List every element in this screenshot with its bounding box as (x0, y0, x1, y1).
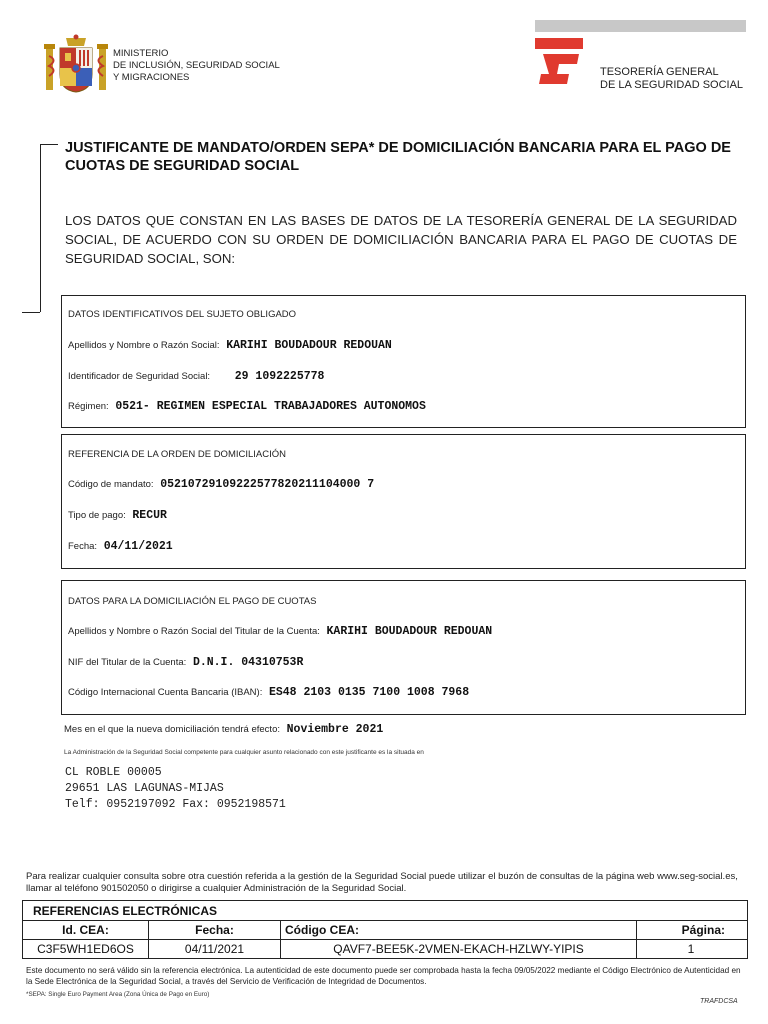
intro-text: LOS DATOS QUE CONSTAN EN LAS BASES DE DATOS DE LA TESORERÍA GENERAL DE LA SEGURIDAD SOCIAL, DE ACUERDO CON SU ORDEN DE DOMICILIACIÓN BANCARIA PARA EL PAGO DE CUOTAS DE SEGURIDAD SOCIAL, SON: (65, 213, 737, 266)
header-grey-bar (535, 20, 746, 32)
field-label: Código Internacional Cuenta Bancaria (IBAN): (68, 687, 263, 698)
section-heading: DATOS PARA LA DOMICILIACIÓN EL PAGO DE CUOTAS (68, 596, 317, 607)
column-header: Código CEA: (281, 921, 637, 939)
field-label: Identificador de Seguridad Social: (68, 371, 211, 382)
codigo-cea-value: QAVF7-BEE5K-2VMEN-EKACH-HZLWY-YIPIS (281, 940, 637, 958)
field-label: Mes en el que la nueva domiciliación tendrá efecto: (64, 724, 280, 735)
tgss-line: TESORERÍA GENERAL (600, 66, 719, 78)
document-title: JUSTIFICANTE DE MANDATO/ORDEN SEPA* DE DOMICILIACIÓN BANCARIA PARA EL PAGO DE CUOTAS DE SEGURIDAD SOCIAL (65, 140, 731, 174)
ministry-line: MINISTERIO (113, 48, 169, 59)
ssid-row (68, 370, 324, 383)
section-heading: REFERENCIA DE LA ORDEN DE DOMICILIACIÓN (68, 449, 287, 460)
table-header-row (23, 921, 747, 940)
mes-efecto-row (64, 723, 383, 736)
address-phone: Telf: 0952197092 Fax: 0952198571 (65, 798, 286, 811)
domiciliacion-box (61, 580, 746, 715)
ministry-name (113, 48, 280, 84)
sepa-footnote: *SEPA: Single Euro Payment Area (Zona Única de Pago en Euro) (26, 991, 210, 998)
column-header: Id. CEA: (23, 921, 149, 939)
table-title: REFERENCIAS ELECTRÓNICAS (23, 901, 747, 921)
tgss-logo (535, 38, 583, 90)
consulta-text: Para realizar cualquier consulta sobre otra cuestión referida a la gestión de la Seguridad Social puede utilizar el buzón de consultas de la página web www.seg-social.es, llamar al teléfono 901502050 o dirigirse a cualquier Administración de la Seguridad Social. (26, 871, 738, 894)
pagina-value: 1 (687, 942, 695, 956)
address-line: CL ROBLE 00005 (65, 766, 162, 779)
nombre-row (68, 339, 392, 352)
field-value: Noviembre 2021 (286, 723, 384, 736)
bracket-line (40, 144, 58, 145)
bracket-line (22, 312, 40, 313)
mandato-row (68, 478, 374, 491)
validity-disclaimer: Este documento no será válido sin la referencia electrónica. La autenticidad de este documento puede ser comprobada hasta la fecha 09/05/2022 mediante el Código Electrónico de Autenticidad en la Sede Electrónica de la Seguridad Social, a través del Servicio de Verificación de Integridad de Documentos. (26, 966, 741, 986)
column-header: Página: (681, 923, 725, 937)
ministry-line: DE INCLUSIÓN, SEGURIDAD SOCIAL (113, 60, 280, 71)
tgss-line: DE LA SEGURIDAD SOCIAL (600, 79, 744, 91)
field-label: Fecha: (68, 541, 98, 552)
tipo-pago-row (68, 509, 167, 522)
field-label: NIF del Titular de la Cuenta: (68, 657, 187, 668)
field-label: Código de mandato: (68, 479, 154, 490)
field-value: KARIHI BOUDADOUR REDOUAN (226, 339, 392, 352)
iban-row (68, 686, 469, 699)
referencia-orden-box (61, 434, 746, 569)
bracket-line (40, 144, 41, 312)
ministry-line: Y MIGRACIONES (113, 72, 190, 83)
referencias-electronicas-table (22, 900, 748, 959)
column-header: Fecha: (149, 921, 281, 939)
field-value: 29 1092225778 (234, 370, 325, 383)
sujeto-obligado-box (61, 295, 746, 428)
titular-row (68, 625, 492, 638)
tgss-name (600, 66, 743, 92)
document-code: TRAFDCSA (700, 998, 738, 1005)
section-heading: DATOS IDENTIFICATIVOS DEL SUJETO OBLIGADO (68, 309, 297, 320)
address-line: 29651 LAS LAGUNAS-MIJAS (65, 782, 224, 795)
field-value: 04/11/2021 (103, 540, 173, 553)
field-value: ES48 2103 0135 7100 1008 7968 (268, 686, 470, 699)
nif-row (68, 656, 303, 669)
id-cea-value: C3F5WH1ED6OS (23, 940, 149, 958)
fecha-row (68, 540, 173, 553)
fecha-value: 04/11/2021 (149, 940, 281, 958)
regimen-row (68, 400, 426, 413)
table-row (23, 940, 747, 958)
spain-coat-of-arms-logo (44, 34, 108, 96)
field-label: Apellidos y Nombre o Razón Social del Titular de la Cuenta: (68, 626, 320, 637)
field-value: D.N.I. 04310753R (192, 656, 304, 669)
field-label: Tipo de pago: (68, 510, 126, 521)
admin-note: La Administración de la Seguridad Social competente para cualquier asunto relacionado con este justificante es la situada en (64, 749, 424, 756)
field-label: Apellidos y Nombre o Razón Social: (68, 340, 220, 351)
field-value: KARIHI BOUDADOUR REDOUAN (326, 625, 493, 638)
field-value: 05210729109222577820211104000 7 (160, 478, 375, 491)
field-value: 0521- REGIMEN ESPECIAL TRABAJADORES AUTONOMOS (115, 400, 426, 413)
field-label: Régimen: (68, 401, 109, 412)
field-value: RECUR (132, 509, 167, 522)
